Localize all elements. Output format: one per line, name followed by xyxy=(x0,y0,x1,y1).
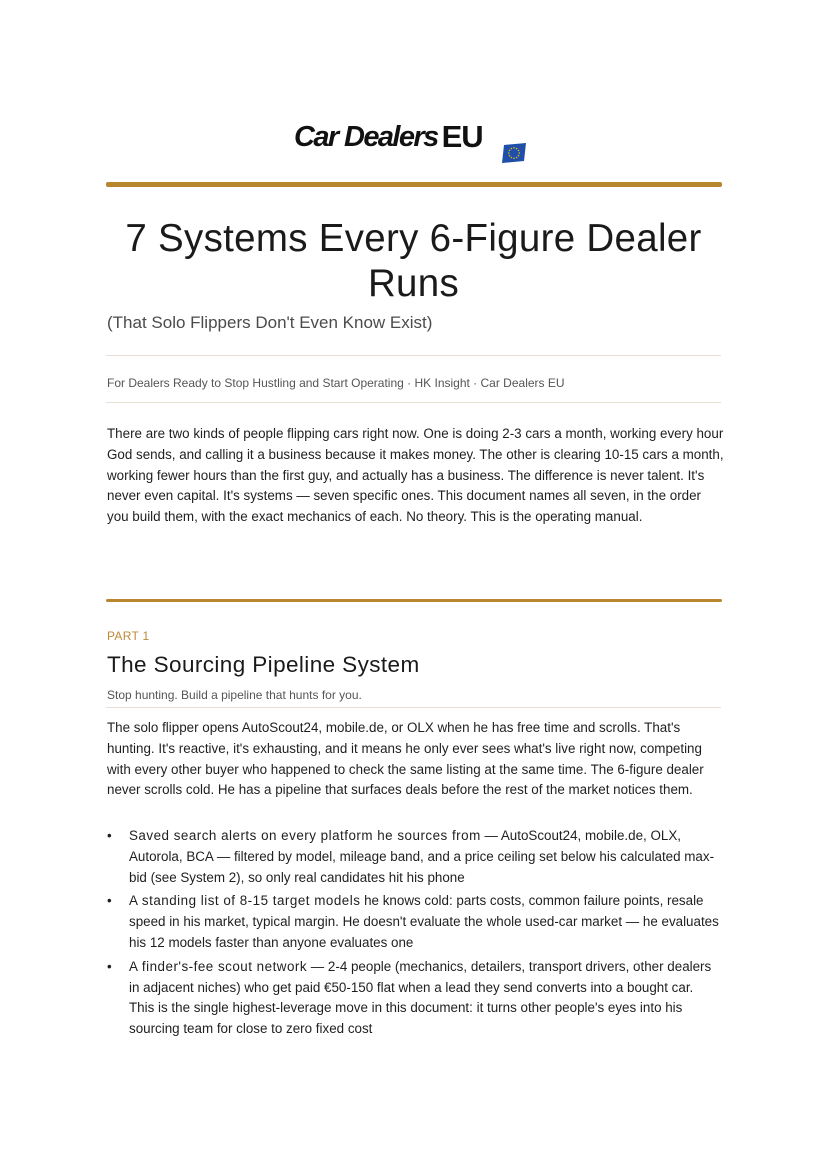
section-body: The solo flipper opens AutoScout24, mobile.de, or OLX when he has free time and scrolls. That's hunting. It's reactive, it's exhausting, and it means he only ever sees what's live right now, competing with every other buyer who happened to check the same listing at the same time. The 6-figure dealer never scrolls cold. He has a pipeline that surfaces deals before the rest of the market notices them. xyxy=(107,720,704,798)
bullet-lead: A standing list of 8-15 target models xyxy=(129,893,361,909)
flag-star xyxy=(513,147,515,149)
intro-paragraph: There are two kinds of people flipping cars right now. One is doing 2-3 cars a month, working every hour God sends, and calling it a business because it makes money. The other is clearing 10-15 cars a month, working fewer hours than the first guy, and actually has a business. The difference is never talent. It's never even capital. It's systems — seven specific ones. This document names all seven, in the order you build them, with the exact mechanics of each. No theory. This is the operating manual. xyxy=(107,426,724,525)
flag-star xyxy=(509,150,511,152)
bullet-icon: • xyxy=(107,828,112,843)
flag-star xyxy=(509,155,511,157)
bullet-icon: • xyxy=(107,893,112,909)
bullet-list xyxy=(107,826,722,1043)
meta-divider xyxy=(106,402,721,403)
bullet-text: — 2-4 people (mechanics, detailers, transport drivers, other dealers in adjacent niches) who get paid €50-150 flat when a lead they send converts into a bought car. This is the single highest-leverage move in this document: it turns other people's eyes into his sourcing team for close to zero fixed cost xyxy=(129,958,712,1037)
bullet-icon: • xyxy=(107,958,112,974)
brand-eu: EU xyxy=(441,119,483,154)
flag-star xyxy=(511,148,513,150)
flag-star xyxy=(511,157,513,159)
bullet-lead: A finder's-fee scout network xyxy=(129,958,308,974)
page-subtitle: (That Solo Flippers Don't Even Know Exist) xyxy=(107,313,433,332)
flag-star xyxy=(516,148,518,150)
bullet-text: he knows cold: parts costs, common failure points, resale speed in his market, typical margin. He doesn't evaluate the whole used-car market — he evaluates his 12 models faster than anyone evaluates one xyxy=(129,893,719,950)
list-item xyxy=(107,891,722,953)
flag-star xyxy=(518,152,520,154)
eu-flag-icon xyxy=(501,143,527,163)
flag-star xyxy=(508,152,510,154)
flag-star xyxy=(518,150,520,152)
list-item xyxy=(107,957,722,1040)
flag-star xyxy=(518,155,520,157)
bullet-text: — AutoScout24, mobile.de, OLX, Autorola, BCA — filtered by model, mileage band, and a price ceiling set below his calculated max-bid (see System 2), so only real candidates hit his phone xyxy=(129,828,715,885)
brand-logo xyxy=(294,118,483,168)
document-meta: For Dealers Ready to Stop Hustling and Start Operating · HK Insight · Car Dealers EU xyxy=(107,376,565,390)
header-divider xyxy=(106,182,722,187)
flag-star xyxy=(516,157,518,159)
part-label: PART 1 xyxy=(107,629,150,643)
section-title: The Sourcing Pipeline System xyxy=(107,652,420,677)
brand-name: Car Dealers xyxy=(294,121,438,153)
list-item xyxy=(107,826,722,888)
bullet-lead: Saved search alerts on every platform he sources from xyxy=(129,828,481,843)
section-divider xyxy=(106,599,722,602)
section-subtitle-divider xyxy=(106,707,721,708)
section-subtitle: Stop hunting. Build a pipeline that hunts for you. xyxy=(107,688,362,702)
page-title: 7 Systems Every 6-Figure Dealer Runs xyxy=(125,217,702,305)
subtitle-divider xyxy=(106,355,721,356)
flag-star xyxy=(513,157,515,159)
